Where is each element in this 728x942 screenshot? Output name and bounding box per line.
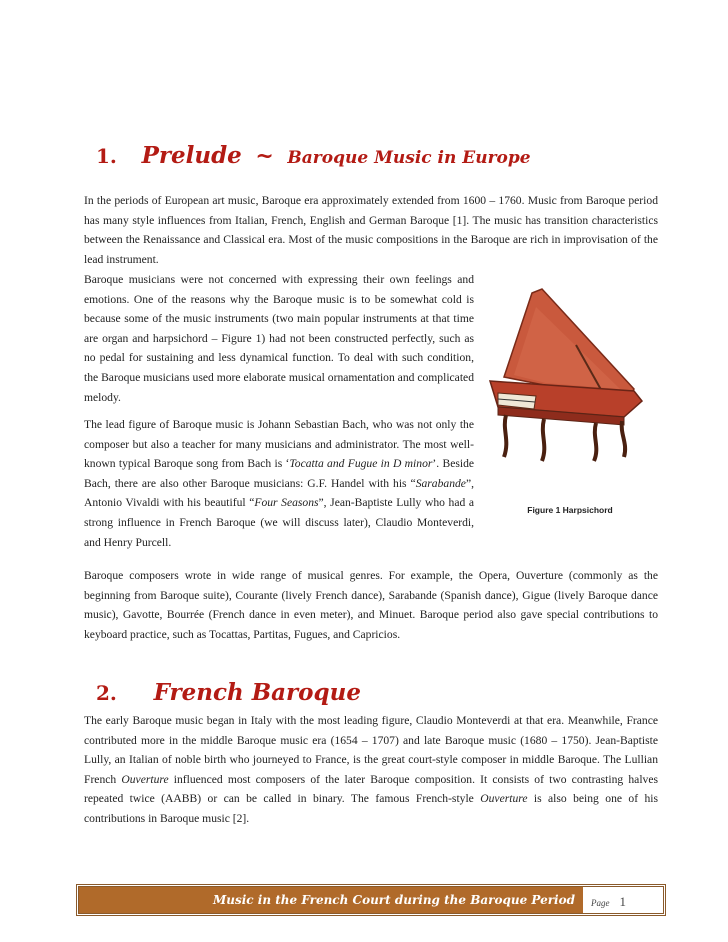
section-subtitle: Baroque Music in Europe [287,148,531,168]
harpsichord-illustration [484,285,652,465]
section-title: Prelude [141,142,242,169]
section-heading-2 [96,679,361,706]
page-label: Page [591,898,610,908]
text-run: ’. Beside Bach, there are also other Baroque musicians: G.F. Handel with his “ [84,457,475,490]
footer-band [79,887,583,913]
text-run: influenced most composers of the later Baroque composition. It consists of two contrasting halves repeated twice (AABB) or can be called in binary. The famous French-style [84,772,658,806]
text-run: The lead figure of Baroque music is Johann Sebastian Bach, who was not only the composer but also a teacher for many musicians and administrator. The most well-known typical Baroque song from Bach is ‘ [84,418,474,471]
harpsichord-image [484,285,652,465]
work-title: Sarabande [415,476,466,490]
text-run: The early Baroque music began in Italy with the most leading figure, Claudio Monteverdi at that era. Meanwhile, France contributed more in the middle Baroque music era (1654 – 1707) and late Baroque music (1680 – 1750). Jean-Baptiste Lully, an Italian of noble birth who journeyed to France, is the great court-style composer in middle Baroque. The Lullian French [84,714,658,786]
section-number: 1. [96,144,117,168]
work-title: Four Seasons [254,496,319,510]
paragraph-genres: Baroque composers wrote in wide range of musical genres. For example, the Opera, Ouverture (commonly as the beginning from Baroque suite), Courante (lively French dance), Sarabande (Spanish dance), Gigue (lively Baroque dance music), Gavotte, Bourrée (French dance in even meter), and Minuet. Baroque period also gave special contributions to keyboard practice, such as Tocattas, Partitas, Fugues, and Capricios. [84,569,658,641]
paragraph-french-baroque [84,711,658,829]
page-footer [76,884,666,916]
work-title: Tocatta and Fugue in D minor [289,457,433,471]
paragraph-intro: In the periods of European art music, Baroque era approximately extended from 1600 – 1760. Music from Baroque period has many style influences from Italian, French, English and German Baroque [1]. The music has transition characteristics between the Renaissance and Classical era. Most of the music compositions in the Baroque are rich in improvisation of the lead instrument. [84,194,658,266]
text-run: ”, Jean-Baptiste Lully who had a strong influence in French Baroque (we will discuss later), Claudio Monteverdi, and Henry Purcell. [84,496,475,549]
text-run: ”, Antonio Vivaldi with his beautiful “ [84,476,474,510]
page-number-value: 1 [619,894,626,909]
section-heading-1 [96,142,531,169]
footer-title: Music in the French Court during the Baroque Period [212,893,575,907]
page-number [591,893,626,911]
term: Ouverture [121,772,169,786]
text-run: is also being one of his contributions in Baroque music [2]. [84,792,659,825]
paragraph-musicians: Baroque musicians were not concerned with expressing their own feelings and emotions. One of the reasons why the Baroque music is to be somewhat cold is because some of the music instruments (two main popular instruments at that time are organ and harpsichord – Figure 1) had not been constructed perfectly, such as no pedal for sustaining and less dynamical function. To deal with such condition, the Baroque musicians used more elaborate musical ornamentation and complicated melody. [84,273,474,404]
paragraph-bach [84,415,474,552]
figure-caption: Figure 1 Harpsichord [527,505,613,515]
title-separator: ~ [255,143,274,169]
section-number: 2. [96,681,117,705]
section-title: French Baroque [153,679,361,706]
term: Ouverture [480,792,528,806]
